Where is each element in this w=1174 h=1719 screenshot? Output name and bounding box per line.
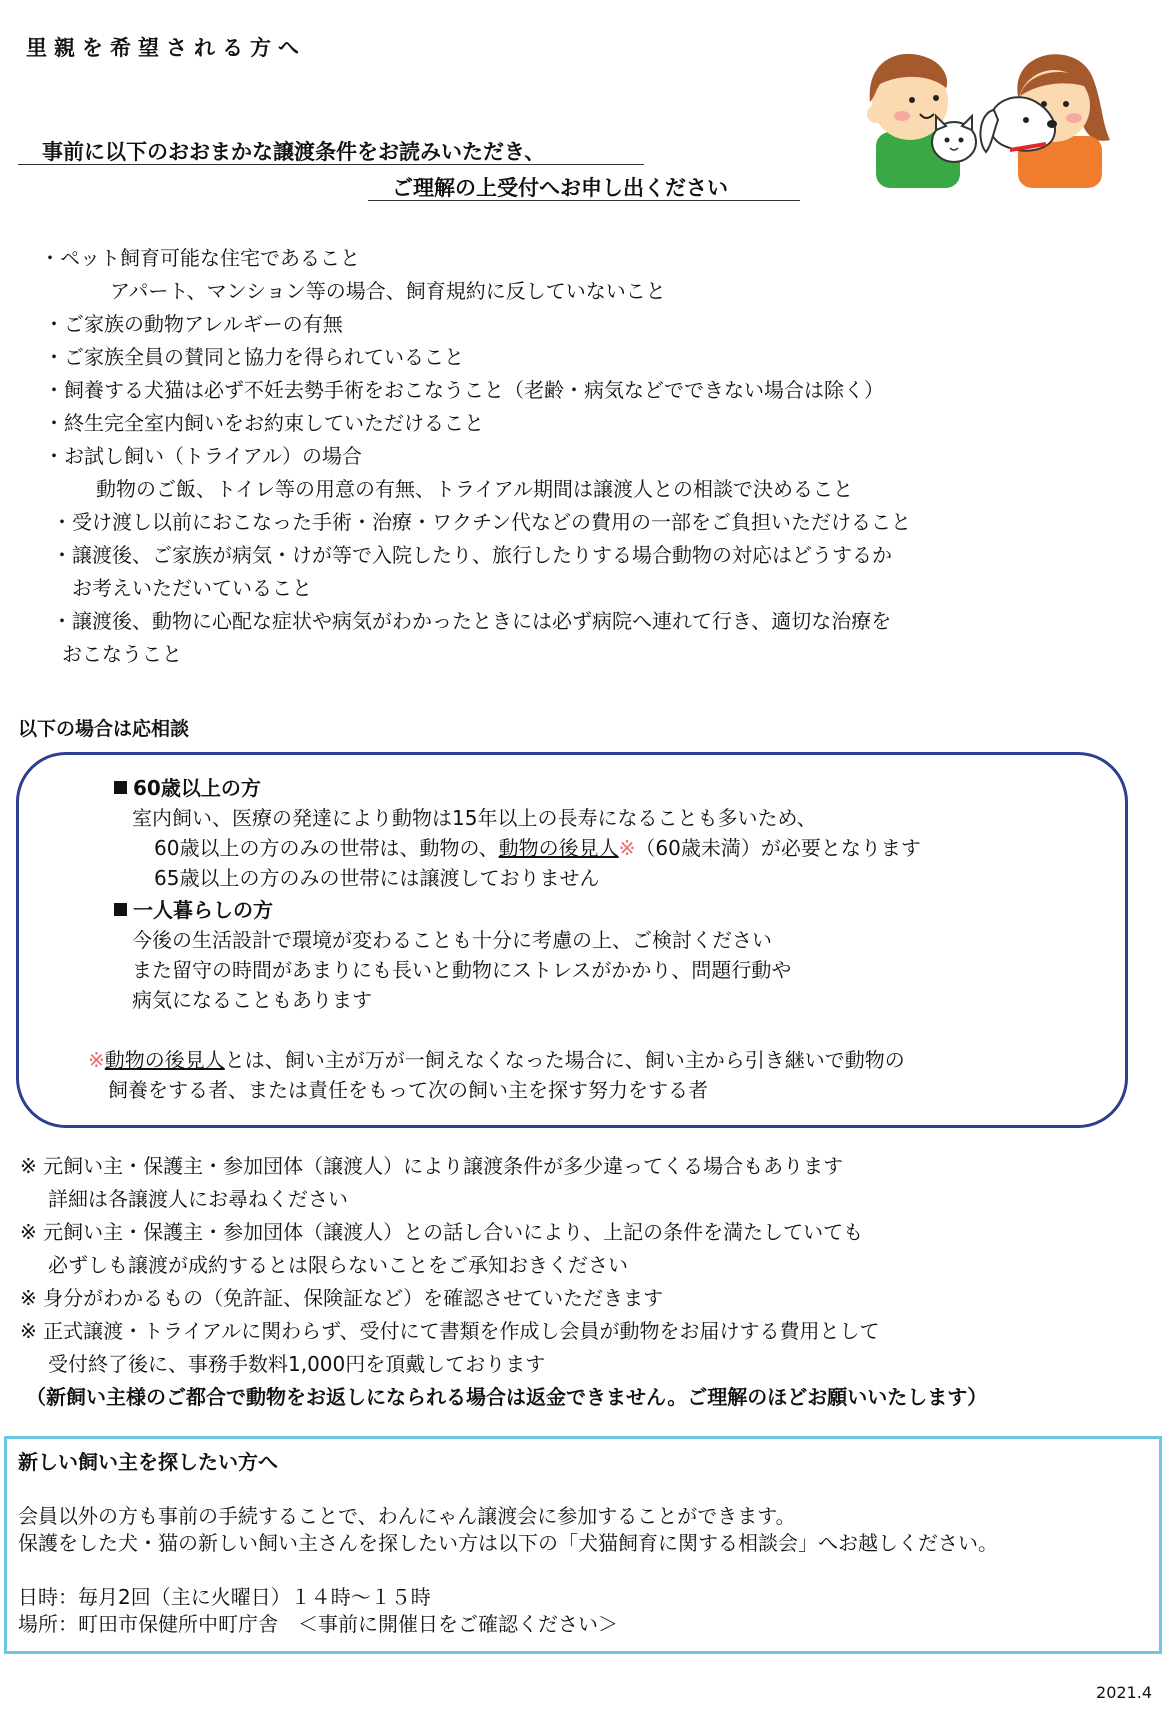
- condition-item: ・譲渡後、動物に心配な症状や病気がわかったときには必ず病院へ連れて行き、適切な治療を: [52, 609, 892, 633]
- footnote-line-2: 飼養をする者、または責任をもって次の飼い主を探す努力をする者: [108, 1078, 708, 1102]
- note-item: ※ 元飼い主・保護主・参加団体（譲渡人）により譲渡条件が多少違ってくる場合もあります: [20, 1154, 844, 1178]
- boy-figure: [867, 54, 960, 188]
- condition-item: 動物のご飯、トイレ等の用意の有無、トライアル期間は譲渡人との相談で決めること: [96, 477, 853, 501]
- contact-datetime: 日時：毎月2回（主に火曜日）１４時～１５時: [18, 1585, 431, 1609]
- contact-line-2: 保護をした犬・猫の新しい飼い主さんを探したい方は以下の「犬猫飼育に関する相談会」へお越しください。: [18, 1531, 998, 1555]
- condition-item: アパート、マンション等の場合、飼育規約に反していないこと: [110, 279, 666, 303]
- single-line-2: また留守の時間があまりにも長いと動物にストレスがかかり、問題行動や: [132, 958, 792, 982]
- condition-item: お考えいただいていること: [72, 576, 312, 600]
- cat-figure: [932, 116, 976, 162]
- headline-line-1: 事前に以下のおおまかな譲渡条件をお読みいただき、: [42, 140, 546, 164]
- consult-heading: 以下の場合は応相談: [18, 718, 190, 740]
- headline-underline-2: [368, 200, 800, 201]
- single-line-3: 病気になることもあります: [132, 988, 372, 1012]
- note-item: 詳細は各譲渡人にお尋ねください: [48, 1187, 348, 1211]
- guardian-term: 動物の後見人: [498, 836, 619, 860]
- refund-note: （新飼い主様のご都合で動物をお返しになられる場合は返金できません。ご理解のほどお願いいたします）: [26, 1385, 988, 1409]
- note-item: 必ずしも譲渡が成約するとは限らないことをご承知おきください: [48, 1253, 628, 1277]
- condition-item: ・飼養する犬猫は必ず不妊去勢手術をおこなうこと（老齢・病気などでできない場合は除く）: [44, 378, 884, 402]
- asterisk-mark: ※: [88, 1048, 105, 1072]
- children-with-pets-illustration: [840, 40, 1136, 190]
- age-line-3: 65歳以上の方のみの世帯には譲渡しておりません: [154, 866, 600, 890]
- condition-item: ・受け渡し以前におこなった手術・治療・ワクチン代などの費用の一部をご負担いただけること: [52, 510, 911, 534]
- condition-item: ・譲渡後、ご家族が病気・けが等で入院したり、旅行したりする場合動物の対応はどうするか: [52, 543, 892, 567]
- condition-item: ・ご家族の動物アレルギーの有無: [44, 312, 343, 336]
- condition-item: ・ペット飼育可能な住宅であること: [40, 246, 360, 270]
- note-item: ※ 正式譲渡・トライアルに関わらず、受付にて書類を作成し会員が動物をお届けする費用として: [20, 1319, 880, 1343]
- issue-date: 2021.4: [1096, 1683, 1152, 1702]
- note-item: ※ 身分がわかるもの（免許証、保険証など）を確認させていただきます: [20, 1286, 664, 1310]
- footnote-line-1: ※動物の後見人とは、飼い主が万が一飼えなくなった場合に、飼い主から引き継いで動物の: [88, 1048, 905, 1072]
- note-item: 受付終了後に、事務手数料1,000円を頂戴しております: [48, 1352, 546, 1376]
- page-title: 里親を希望される方へ: [26, 36, 306, 60]
- guardian-term: 動物の後見人: [104, 1048, 225, 1072]
- condition-item: ・ご家族全員の賛同と協力を得られていること: [44, 345, 464, 369]
- condition-item: おこなうこと: [62, 642, 182, 666]
- headline-line-2: ご理解の上受付へお申し出ください: [392, 176, 728, 200]
- single-line-1: 今後の生活設計で環境が変わることも十分に考慮の上、ご検討ください: [132, 928, 772, 952]
- contact-line-1: 会員以外の方も事前の手続することで、わんにゃん譲渡会に参加することができます。: [18, 1504, 796, 1528]
- age-heading: 60歳以上の方: [114, 772, 261, 801]
- square-bullet-icon: [114, 903, 127, 916]
- note-item: ※ 元飼い主・保護主・参加団体（譲渡人）との話し合いにより、上記の条件を満たしていても: [20, 1220, 864, 1244]
- square-bullet-icon: [114, 781, 127, 794]
- single-heading: 一人暮らしの方: [114, 894, 273, 923]
- asterisk-mark: ※: [618, 836, 636, 860]
- age-line-2: 60歳以上の方のみの世帯は、動物の、動物の後見人※（60歳未満）が必要となります: [154, 836, 921, 860]
- headline-underline-1: [18, 164, 644, 165]
- contact-heading: 新しい飼い主を探したい方へ: [18, 1450, 278, 1474]
- age-line-1: 室内飼い、医療の発達により動物は15年以上の長寿になることも多いため、: [132, 806, 817, 830]
- contact-place: 場所：町田市保健所中町庁舎 ＜事前に開催日をご確認ください＞: [18, 1612, 618, 1636]
- condition-item: ・お試し飼い（トライアル）の場合: [44, 444, 362, 468]
- condition-item: ・終生完全室内飼いをお約束していただけること: [44, 411, 484, 435]
